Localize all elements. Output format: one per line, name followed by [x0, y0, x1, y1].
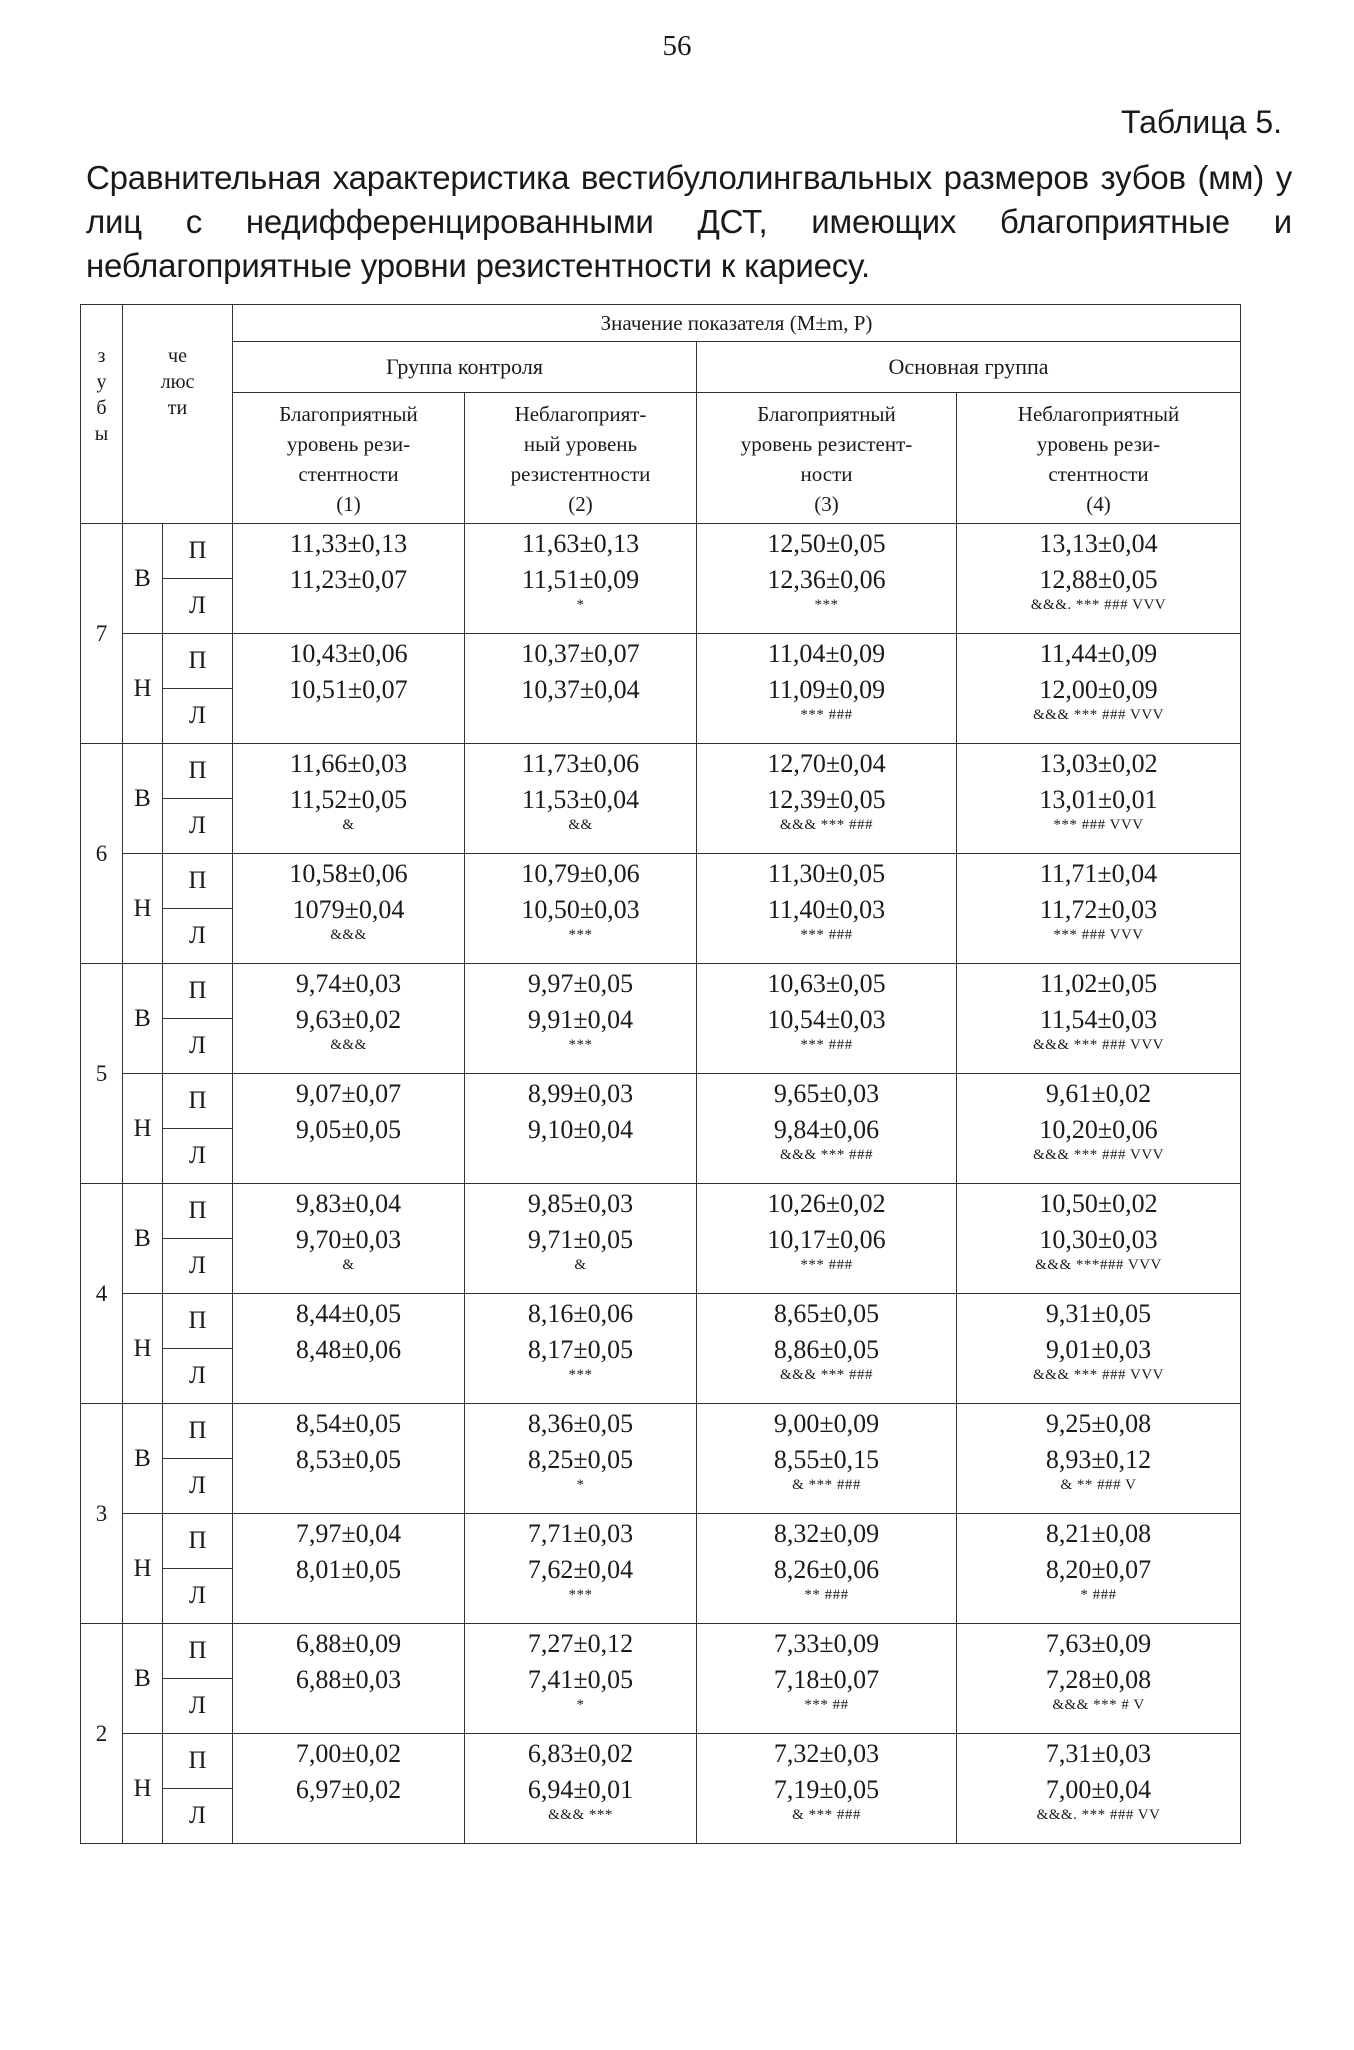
subgroup-header-line: Благоприятный: [757, 402, 896, 426]
value-lingual: 9,05±0,05: [295, 1115, 402, 1144]
value-lingual: 8,48±0,06: [295, 1335, 402, 1364]
value-vestibular: 11,66±0,03: [289, 749, 408, 778]
value-lingual: 10,50±0,03: [521, 895, 640, 924]
value-cell: [233, 744, 465, 854]
subgroup-header-line: резистентности: [510, 462, 651, 486]
col-teeth-header: [81, 305, 123, 524]
value-vestibular: 8,21±0,08: [1045, 1519, 1152, 1548]
value-vestibular: 11,63±0,13: [521, 529, 640, 558]
value-lingual: 11,23±0,07: [289, 565, 408, 594]
value-vestibular: 10,63±0,05: [767, 969, 886, 998]
value-lingual: 8,86±0,05: [773, 1335, 880, 1364]
value-cell: [233, 524, 465, 634]
value-lingual: 11,09±0,09: [767, 675, 886, 704]
value-lingual: 9,91±0,04: [527, 1005, 634, 1034]
value-vestibular: 8,36±0,05: [527, 1409, 634, 1438]
value-lingual: 9,10±0,04: [527, 1115, 634, 1144]
significance-marks: ***: [814, 597, 839, 613]
side-label-vestibular: П: [163, 634, 233, 689]
value-vestibular: 9,00±0,09: [773, 1409, 880, 1438]
value-vestibular: 11,33±0,13: [289, 529, 408, 558]
table-label: Таблица 5.: [1120, 104, 1282, 140]
value-cell: [697, 1074, 957, 1184]
subgroup-header-line: Неблагоприят-: [514, 402, 647, 426]
side-label-vestibular: П: [163, 854, 233, 909]
value-cell: [465, 1184, 697, 1294]
value-lingual: 10,20±0,06: [1039, 1115, 1158, 1144]
tooth-number: 5: [81, 964, 123, 1184]
value-lingual: 8,25±0,05: [527, 1445, 634, 1474]
significance-marks: *** ### VVV: [1053, 817, 1144, 833]
value-lingual: 12,88±0,05: [1039, 565, 1158, 594]
value-cell: [697, 964, 957, 1074]
value-vestibular: 7,97±0,04: [295, 1519, 402, 1548]
value-vestibular: 8,65±0,05: [773, 1299, 880, 1328]
significance-marks: &&&. *** ### VV: [1036, 1807, 1161, 1823]
subgroup-header-4: [957, 393, 1241, 524]
significance-marks: &: [342, 817, 355, 833]
value-cell: [697, 1734, 957, 1844]
value-lingual: 13,01±0,01: [1039, 785, 1158, 814]
value-cell: [957, 1404, 1241, 1514]
significance-marks: &&& *** ### VVV: [1033, 707, 1164, 723]
value-vestibular: 10,50±0,02: [1039, 1189, 1158, 1218]
side-label-lingual: Л: [163, 1789, 233, 1844]
value-lingual: 6,94±0,01: [527, 1775, 634, 1804]
significance-marks: *** ##: [804, 1697, 849, 1713]
value-lingual: 8,93±0,12: [1045, 1445, 1152, 1474]
side-label-lingual: Л: [163, 1679, 233, 1734]
value-cell: [465, 1624, 697, 1734]
significance-marks: & ** ### V: [1060, 1477, 1137, 1493]
subgroup-header-line: уровень рези-: [286, 432, 411, 456]
value-vestibular: 7,71±0,03: [527, 1519, 634, 1548]
value-vestibular: 6,88±0,09: [295, 1629, 402, 1658]
value-vestibular: 13,13±0,04: [1039, 529, 1158, 558]
value-vestibular: 9,74±0,03: [295, 969, 402, 998]
value-lingual: 9,70±0,03: [295, 1225, 402, 1254]
value-lingual: 8,01±0,05: [295, 1555, 402, 1584]
value-vestibular: 9,25±0,08: [1045, 1409, 1152, 1438]
value-vestibular: 12,70±0,04: [767, 749, 886, 778]
value-vestibular: 8,16±0,06: [527, 1299, 634, 1328]
value-lingual: 7,00±0,04: [1045, 1775, 1152, 1804]
significance-marks: & *** ###: [792, 1477, 861, 1493]
value-cell: [697, 634, 957, 744]
value-lingual: 10,51±0,07: [289, 675, 408, 704]
value-cell: [233, 1074, 465, 1184]
value-vestibular: 10,58±0,06: [289, 859, 408, 888]
subgroup-header-line: стентности: [1048, 462, 1149, 486]
value-cell: [233, 1734, 465, 1844]
significance-marks: &&&: [330, 1037, 367, 1053]
value-cell: [233, 1294, 465, 1404]
significance-marks: &&& *** ### VVV: [1033, 1367, 1164, 1383]
subgroup-header-line: Благоприятный: [279, 402, 418, 426]
jaw-label: Н: [123, 1734, 163, 1844]
value-vestibular: 11,73±0,06: [521, 749, 640, 778]
value-lingual: 7,62±0,04: [527, 1555, 634, 1584]
value-cell: [697, 854, 957, 964]
value-vestibular: 9,31±0,05: [1045, 1299, 1152, 1328]
value-vestibular: 7,31±0,03: [1045, 1739, 1152, 1768]
value-lingual: 11,54±0,03: [1039, 1005, 1158, 1034]
group-main-header: Основная группа: [697, 342, 1241, 393]
subgroup-header-line: (2): [568, 492, 593, 516]
side-label-lingual: Л: [163, 1459, 233, 1514]
side-label-lingual: Л: [163, 1129, 233, 1184]
value-lingual: 8,55±0,15: [773, 1445, 880, 1474]
subgroup-header-line: уровень резистент-: [740, 432, 913, 456]
tooth-number: 7: [81, 524, 123, 744]
significance-marks: &: [342, 1257, 355, 1273]
value-vestibular: 7,27±0,12: [527, 1629, 634, 1658]
value-cell: [465, 1074, 697, 1184]
value-cell: [957, 524, 1241, 634]
jaw-label: В: [123, 1624, 163, 1734]
value-vestibular: 7,00±0,02: [295, 1739, 402, 1768]
value-lingual: 7,28±0,08: [1045, 1665, 1152, 1694]
value-cell: [957, 1734, 1241, 1844]
significance-marks: &&& *** # V: [1052, 1697, 1145, 1713]
side-label-lingual: Л: [163, 579, 233, 634]
jaw-syllable: люс: [160, 371, 195, 393]
value-cell: [957, 1294, 1241, 1404]
value-lingual: 12,39±0,05: [767, 785, 886, 814]
value-vestibular: 13,03±0,02: [1039, 749, 1158, 778]
value-cell: [465, 1734, 697, 1844]
value-cell: [957, 1074, 1241, 1184]
value-lingual: 6,97±0,02: [295, 1775, 402, 1804]
value-vestibular: 10,43±0,06: [289, 639, 408, 668]
value-cell: [233, 1184, 465, 1294]
significance-marks: &&& *** ### VVV: [1033, 1037, 1164, 1053]
side-label-lingual: Л: [163, 909, 233, 964]
value-lingual: 7,18±0,07: [773, 1665, 880, 1694]
value-vestibular: 12,50±0,05: [767, 529, 886, 558]
value-cell: [697, 1404, 957, 1514]
side-label-vestibular: П: [163, 1404, 233, 1459]
side-label-lingual: Л: [163, 1569, 233, 1624]
value-vestibular: 9,97±0,05: [527, 969, 634, 998]
significance-marks: &&& ***### VVV: [1035, 1257, 1162, 1273]
significance-marks: ***: [568, 1367, 593, 1383]
side-label-lingual: Л: [163, 689, 233, 744]
subgroup-header-line: ный уровень: [523, 432, 638, 456]
value-vestibular: 9,61±0,02: [1045, 1079, 1152, 1108]
side-label-vestibular: П: [163, 744, 233, 799]
value-cell: [465, 854, 697, 964]
value-cell: [465, 634, 697, 744]
col-jaw-header: [123, 305, 233, 524]
tooth-number: 4: [81, 1184, 123, 1404]
subgroup-header-line: (1): [336, 492, 361, 516]
value-vestibular: 9,65±0,03: [773, 1079, 880, 1108]
significance-marks: &&& *** ###: [779, 1147, 873, 1163]
significance-marks: *** ###: [800, 1257, 853, 1273]
subgroup-header-line: (4): [1086, 492, 1111, 516]
value-vestibular: 7,33±0,09: [773, 1629, 880, 1658]
value-cell: [697, 524, 957, 634]
jaw-label: В: [123, 1184, 163, 1294]
significance-marks: ***: [568, 1587, 593, 1603]
value-lingual: 9,71±0,05: [527, 1225, 634, 1254]
value-vestibular: 10,37±0,07: [521, 639, 640, 668]
value-vestibular: 6,83±0,02: [527, 1739, 634, 1768]
value-vestibular: 10,79±0,06: [521, 859, 640, 888]
significance-marks: *** ###: [800, 927, 853, 943]
value-cell: [233, 854, 465, 964]
tooth-number: 6: [81, 744, 123, 964]
jaw-syllable: че: [168, 345, 187, 367]
value-cell: [957, 854, 1241, 964]
tooth-number: 3: [81, 1404, 123, 1624]
side-label-vestibular: П: [163, 1294, 233, 1349]
significance-marks: ***: [568, 927, 593, 943]
value-lingual: 11,51±0,09: [521, 565, 640, 594]
significance-marks: &&& *** ### VVV: [1033, 1147, 1164, 1163]
side-label-vestibular: П: [163, 1734, 233, 1789]
significance-marks: &&& *** ###: [779, 1367, 873, 1383]
side-label-lingual: Л: [163, 799, 233, 854]
value-lingual: 10,37±0,04: [521, 675, 640, 704]
value-lingual: 6,88±0,03: [295, 1665, 402, 1694]
significance-marks: ** ###: [804, 1587, 849, 1603]
tooth-number: 2: [81, 1624, 123, 1844]
side-label-lingual: Л: [163, 1019, 233, 1074]
significance-marks: &&& *** ###: [779, 817, 873, 833]
jaw-label: В: [123, 524, 163, 634]
subgroup-header-3: [697, 393, 957, 524]
value-lingual: 9,01±0,03: [1045, 1335, 1152, 1364]
value-vestibular: 8,32±0,09: [773, 1519, 880, 1548]
value-lingual: 11,53±0,04: [521, 785, 640, 814]
value-cell: [465, 1294, 697, 1404]
value-lingual: 12,36±0,06: [767, 565, 886, 594]
value-lingual: 8,26±0,06: [773, 1555, 880, 1584]
value-lingual: 8,17±0,05: [527, 1335, 634, 1364]
teeth-letter: ы: [94, 423, 109, 445]
value-cell: [233, 634, 465, 744]
value-vestibular: 9,07±0,07: [295, 1079, 402, 1108]
value-cell: [957, 634, 1241, 744]
value-vestibular: 9,85±0,03: [527, 1189, 634, 1218]
value-cell: [957, 1514, 1241, 1624]
value-cell: [465, 964, 697, 1074]
significance-marks: *: [576, 1477, 585, 1493]
value-cell: [465, 1514, 697, 1624]
value-vestibular: 11,44±0,09: [1039, 639, 1158, 668]
significance-marks: &&: [568, 817, 593, 833]
side-label-lingual: Л: [163, 1239, 233, 1294]
value-cell: [957, 1184, 1241, 1294]
value-cell: [697, 744, 957, 854]
table-caption: Сравнительная характеристика вестибулолингвальных размеров зубов (мм) у лиц с недифференцированными ДСТ, имеющих благоприятные и неблагоприятные уровни резистентности к кариесу.: [86, 159, 1292, 284]
significance-marks: *** ###: [800, 707, 853, 723]
value-lingual: 10,54±0,03: [767, 1005, 886, 1034]
value-cell: [233, 1404, 465, 1514]
value-cell: [697, 1514, 957, 1624]
value-lingual: 11,40±0,03: [767, 895, 886, 924]
jaw-syllable: ти: [167, 397, 188, 419]
value-cell: [233, 1514, 465, 1624]
subgroup-header-line: Неблагоприятный: [1017, 402, 1180, 426]
jaw-label: В: [123, 964, 163, 1074]
page-number: 56: [662, 30, 692, 62]
value-cell: [697, 1184, 957, 1294]
subgroup-header-line: стентности: [298, 462, 399, 486]
significance-marks: * ###: [1080, 1587, 1117, 1603]
subgroup-header-line: (3): [814, 492, 839, 516]
value-vestibular: 8,54±0,05: [295, 1409, 402, 1438]
significance-marks: ***: [568, 1037, 593, 1053]
value-cell: [465, 524, 697, 634]
side-label-vestibular: П: [163, 1514, 233, 1569]
jaw-label: В: [123, 1404, 163, 1514]
value-lingual: 12,00±0,09: [1039, 675, 1158, 704]
teeth-letter: у: [96, 371, 107, 393]
group-control-header: Группа контроля: [233, 342, 697, 393]
value-vestibular: 11,02±0,05: [1039, 969, 1158, 998]
significance-marks: & *** ###: [792, 1807, 861, 1823]
side-label-vestibular: П: [163, 964, 233, 1019]
jaw-label: Н: [123, 1294, 163, 1404]
value-lingual: 9,63±0,02: [295, 1005, 402, 1034]
value-vestibular: 9,83±0,04: [295, 1189, 402, 1218]
significance-marks: &&& ***: [548, 1807, 613, 1823]
data-table: [80, 304, 1241, 1844]
teeth-letter: з: [97, 345, 106, 367]
jaw-label: В: [123, 744, 163, 854]
side-label-vestibular: П: [163, 1184, 233, 1239]
subgroup-header-2: [465, 393, 697, 524]
side-label-vestibular: П: [163, 1074, 233, 1129]
value-cell: [233, 964, 465, 1074]
value-lingual: 8,53±0,05: [295, 1445, 402, 1474]
value-cell: [957, 964, 1241, 1074]
significance-marks: *** ###: [800, 1037, 853, 1053]
value-lingual: 11,52±0,05: [289, 785, 408, 814]
value-lingual: 7,41±0,05: [527, 1665, 634, 1694]
value-vestibular: 11,71±0,04: [1039, 859, 1158, 888]
value-lingual: 10,17±0,06: [767, 1225, 886, 1254]
value-cell: [957, 744, 1241, 854]
value-lingual: 1079±0,04: [292, 895, 405, 924]
value-lingual: 7,19±0,05: [773, 1775, 880, 1804]
significance-marks: &&&: [330, 927, 367, 943]
value-cell: [697, 1294, 957, 1404]
value-lingual: 10,30±0,03: [1039, 1225, 1158, 1254]
significance-marks: *** ### VVV: [1053, 927, 1144, 943]
value-cell: [465, 744, 697, 854]
value-vestibular: 11,30±0,05: [767, 859, 886, 888]
side-label-vestibular: П: [163, 1624, 233, 1679]
significance-marks: *: [576, 597, 585, 613]
value-lingual: 8,20±0,07: [1045, 1555, 1152, 1584]
value-vestibular: 10,26±0,02: [767, 1189, 886, 1218]
value-cell: [697, 1624, 957, 1734]
jaw-label: Н: [123, 854, 163, 964]
value-vestibular: 11,04±0,09: [767, 639, 886, 668]
subgroup-header-line: ности: [800, 462, 853, 486]
subgroup-header-line: уровень рези-: [1036, 432, 1161, 456]
value-cell: [465, 1404, 697, 1514]
significance-marks: *: [576, 1697, 585, 1713]
value-cell: [233, 1624, 465, 1734]
value-lingual: 9,84±0,06: [773, 1115, 880, 1144]
side-label-vestibular: П: [163, 524, 233, 579]
significance-marks: &&&. *** ### VVV: [1030, 597, 1167, 613]
value-vestibular: 7,32±0,03: [773, 1739, 880, 1768]
value-vestibular: 8,44±0,05: [295, 1299, 402, 1328]
value-vestibular: 8,99±0,03: [527, 1079, 634, 1108]
value-lingual: 11,72±0,03: [1039, 895, 1158, 924]
teeth-letter: б: [96, 397, 107, 419]
side-label-lingual: Л: [163, 1349, 233, 1404]
value-cell: [957, 1624, 1241, 1734]
significance-marks: &: [574, 1257, 587, 1273]
value-title: Значение показателя (M±m, P): [233, 305, 1241, 342]
jaw-label: Н: [123, 634, 163, 744]
subgroup-header-1: [233, 393, 465, 524]
jaw-label: Н: [123, 1514, 163, 1624]
value-vestibular: 7,63±0,09: [1045, 1629, 1152, 1658]
jaw-label: Н: [123, 1074, 163, 1184]
